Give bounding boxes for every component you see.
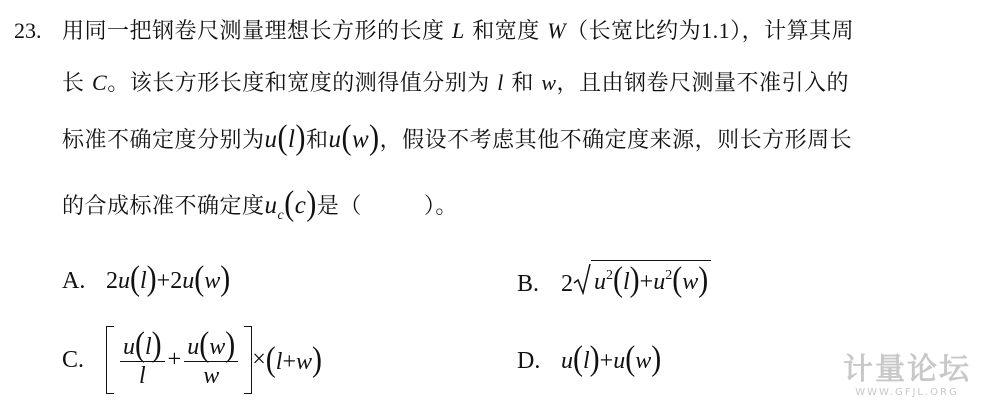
variable-w: w [541,70,557,95]
radicand: $u^2(l)+u^2(w)$ [591,260,711,295]
watermark-name: 计量论坛 [843,352,971,387]
u-symbol: u [264,192,278,219]
arg-l: l [288,126,296,153]
variable-l: l [497,70,504,95]
var-w: w [296,349,313,375]
arg-l: l [140,268,147,294]
text: ，假设不考虑其他不确定度来源，则长方形周长 [379,128,853,153]
question-line-1 [62,16,854,47]
text: ），计算其周 [730,19,855,44]
text: ）。 [423,194,458,219]
u-symbol: u [613,348,626,374]
arg-c: c [294,192,307,219]
question-line-4 [62,184,458,231]
arg-w: w [204,268,221,294]
fraction-uw-over-w [184,325,238,389]
text: 和宽度 [472,19,540,44]
denominator: l [139,363,146,389]
plus-sign: + [282,349,296,375]
text: 标准不确定度分别为 [62,128,265,153]
plus-sign: + [639,269,654,295]
numerator: u(w) [184,332,238,362]
plus-sign: + [156,268,171,294]
u-symbol: u [123,334,135,360]
text: 。该长方形长度和宽度的测得值分别为 [107,71,490,96]
variable-C: C [92,70,108,95]
times-sign: × [252,346,266,373]
arg-w: w [351,126,370,153]
text: 和 [305,128,329,153]
text: 用同一把钢卷尺测量理想长方形的长度 [62,19,445,44]
arg-l: l [583,348,590,374]
option-b[interactable] [517,260,711,298]
arg-l: l [623,269,630,295]
numerator: u(l) [120,332,165,362]
var-l: l [275,349,283,375]
text: ，且由钢卷尺测量不准引入的 [556,71,850,96]
u-symbol: u [182,268,195,294]
option-d-label: D. [517,348,541,374]
u-symbol: u [561,348,573,374]
u-symbol: u [187,334,200,360]
ratio-value: 1.1 [701,18,731,43]
question-number: 23. [14,18,42,43]
text: 是（ [316,194,362,219]
option-a[interactable]: A. 2u(l)+2u(w) [62,259,231,298]
option-b-label: B. [517,271,540,297]
variable-W: W [547,18,567,43]
exponent: 2 [665,268,673,283]
u-symbol: u [264,126,278,153]
plus-sign: + [599,348,614,374]
arg-w: w [209,334,226,360]
left-bracket [106,326,114,394]
option-c-label: C. [62,346,85,373]
fraction-ul-over-l [120,325,165,389]
exponent: 2 [606,268,613,283]
u-symbol: u [653,269,666,295]
arg-w: w [682,269,699,295]
coef: 2 [170,268,183,294]
arg-w: w [635,348,652,374]
u-symbol: u [118,268,130,294]
option-d[interactable]: D. u(l)+u(w) [517,339,662,378]
right-bracket [244,326,252,394]
watermark-logo [843,353,971,399]
text: 长 [62,71,85,96]
text: （长宽比约为 [566,19,702,44]
option-c[interactable] [62,326,322,394]
question-line-2 [62,68,849,99]
u-w-expression: u(w) [328,118,380,157]
coef: 2 [106,268,118,294]
watermark-url: WWW.GFJL.ORG [855,387,959,398]
sqrt-expression [573,260,711,299]
text: 和 [511,71,534,96]
subscript-c: c [277,208,285,223]
radical-sign-icon [573,263,591,295]
u-symbol: u [328,126,342,153]
plus-sign: + [167,346,182,373]
variable-L: L [452,18,465,43]
coef: 2 [561,271,573,297]
u-l-expression: u(l) [264,118,306,157]
u-symbol: u [594,269,606,295]
denominator: w [203,363,220,389]
question-line-3 [62,118,853,157]
uc-c-expression: $u_c(c)$ [264,184,317,223]
sum-expression: (l+w) [265,340,323,379]
text: 的合成标准不确定度 [62,194,265,219]
option-a-label: A. [62,268,86,294]
arg-l: l [145,334,152,360]
